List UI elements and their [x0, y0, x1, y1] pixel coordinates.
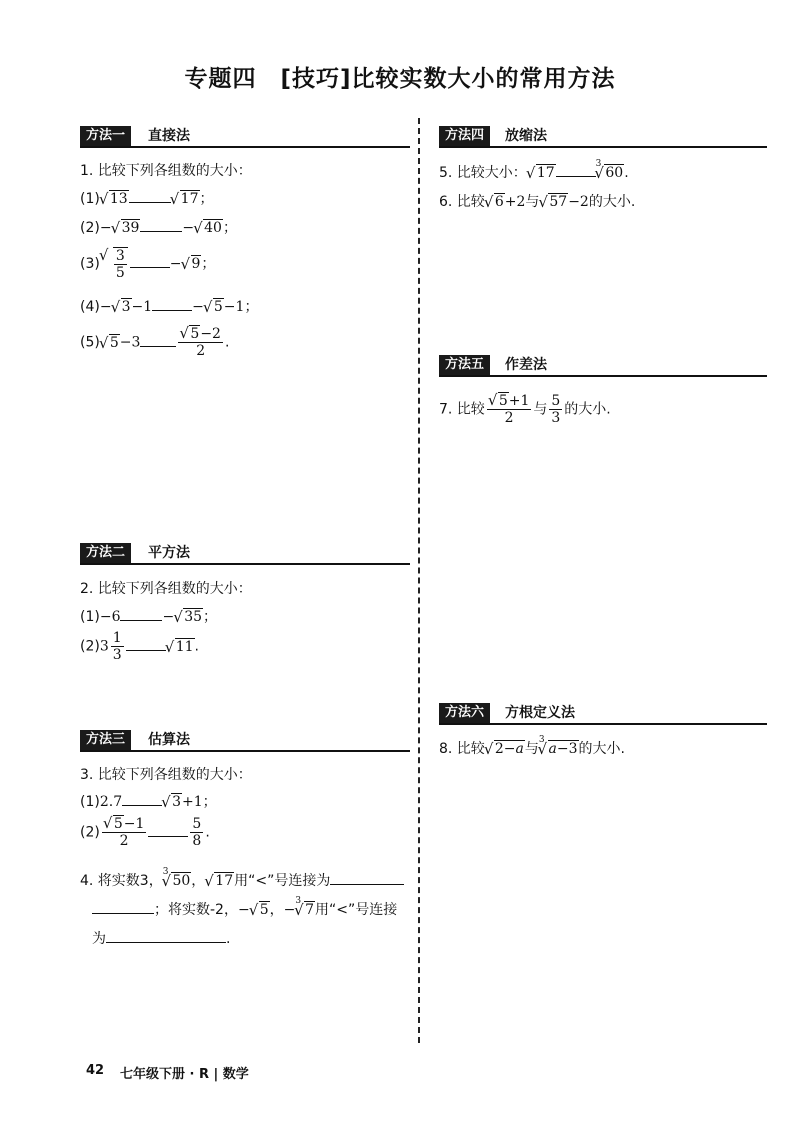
page-title: 专题四 [技巧]比较实数大小的常用方法 — [184, 66, 616, 92]
q7 — [439, 393, 611, 426]
part-label: (5) — [80, 334, 100, 351]
method-2-header — [80, 543, 410, 565]
answer-blank[interactable] — [120, 608, 162, 621]
answer-blank[interactable] — [556, 164, 596, 177]
method-title: 直接法 — [148, 128, 190, 144]
column-divider — [418, 118, 420, 1043]
method-title: 估算法 — [148, 732, 190, 748]
q7-text-a: 7. 比较 — [439, 401, 485, 418]
method-title: 作差法 — [505, 357, 547, 373]
answer-blank[interactable] — [140, 334, 176, 347]
part-label: (2) — [80, 824, 100, 841]
book-info: 七年级下册 · R | 数学 — [120, 1067, 249, 1082]
part-label: (2) — [80, 220, 100, 236]
part-label: (1) — [80, 794, 100, 810]
q2-stem: 2. 比较下列各组数的大小： — [80, 581, 252, 597]
answer-blank[interactable] — [126, 638, 166, 651]
method-badge: 方法四 — [439, 126, 490, 146]
sqrt-40: √ 40 — [194, 220, 223, 236]
sqrt-35: √ 35 — [174, 609, 203, 625]
q1-stem: 1. 比较下列各组数的大小： — [80, 163, 252, 179]
sqrt-9: √ 9 — [182, 256, 202, 272]
q7-text-c: 的大小. — [564, 401, 611, 418]
method-title: 放缩法 — [505, 128, 547, 144]
fraction-5-8: $\frac{5}{8}$ — [192, 816, 202, 849]
sqrt-11: √ 11 — [166, 639, 195, 655]
q8-text-b: 与 — [524, 741, 539, 757]
q4-line-1: 4. 将实数3，$^3$√ 50，√ 17用“<”号连接为 — [80, 870, 404, 890]
part-label: (1) — [80, 191, 100, 207]
section-rule — [439, 146, 767, 148]
q1-part-5: (5)√ 5−3 √ $\frac{5-2}{2}$ . — [80, 326, 229, 359]
q4-text-e: 为 — [92, 931, 106, 947]
q7-text-b: 与 — [533, 401, 548, 418]
q3-stem: 3. 比较下列各组数的大小： — [80, 767, 252, 783]
q8-text-c: 的大小. — [578, 741, 625, 757]
sqrt-5: √ 5 — [100, 335, 120, 351]
q6: 6. 比较√ 6+2与√ 57−2的大小. — [439, 191, 635, 211]
fraction-5-3: $\frac{5}{3}$ — [551, 393, 561, 426]
answer-blank[interactable] — [106, 930, 226, 943]
sqrt-13: √ 13 — [100, 191, 129, 207]
sqrt-39: √ 39 — [112, 220, 141, 236]
q4-line-2: ；将实数-2，−√ 5，−$^3$√ 7用“<”号连接 — [92, 899, 397, 919]
sqrt-3-over-5: √ $\frac{3}{5}$ — [100, 247, 130, 281]
q8-text-a: 8. 比较 — [439, 741, 485, 757]
section-rule — [439, 723, 767, 725]
method-3-header — [80, 730, 410, 752]
sqrt-2-minus-a: √ 2−a — [485, 741, 525, 757]
method-badge: 方法一 — [80, 126, 131, 146]
method-badge: 方法六 — [439, 703, 490, 723]
answer-blank[interactable] — [152, 298, 192, 311]
method-6-header — [439, 703, 767, 725]
sqrt-17: √ 17 — [205, 873, 234, 889]
method-badge: 方法五 — [439, 355, 490, 375]
q6-text-a: 6. 比较 — [439, 194, 485, 210]
section-rule — [80, 750, 410, 752]
q4-text-d: 用“<”号连接 — [315, 902, 398, 918]
answer-blank[interactable] — [130, 255, 170, 268]
section-rule — [80, 146, 410, 148]
q2-part-2: (2)3 $\frac{1}{3}$ √ 11. — [80, 630, 199, 663]
sqrt-57: √ 57 — [539, 194, 568, 210]
method-5-header — [439, 355, 767, 377]
sqrt-17: √ 17 — [171, 191, 200, 207]
fraction-1-3: $\frac{1}{3}$ — [112, 630, 122, 663]
method-badge: 方法三 — [80, 730, 131, 750]
fraction-sqrt5-minus-1-over-2: √ $\frac{5-1}{2}$ — [102, 816, 147, 849]
answer-blank[interactable] — [129, 190, 171, 203]
q4-text-a: 4. 将实数3， — [80, 873, 163, 889]
part-label: (2) — [80, 638, 100, 655]
sqrt-3: √ 3 — [162, 794, 182, 810]
q1-part-1: (1)√ 13√ 17； — [80, 188, 214, 208]
section-rule — [439, 375, 767, 377]
part-label: (3) — [80, 256, 100, 272]
method-4-header — [439, 126, 767, 148]
q1-part-2: (2)−√ 39 −√ 40； — [80, 217, 237, 237]
part-label: (4) — [80, 299, 100, 315]
answer-blank[interactable] — [148, 824, 188, 837]
part-label: (1) — [80, 609, 100, 625]
q2-part-1: (1)−6 −√ 35； — [80, 606, 217, 626]
q1-part-4: (4)−√ 3−1 −√ 5−1； — [80, 296, 258, 316]
sqrt-17: √ 17 — [527, 165, 556, 181]
method-title: 方根定义法 — [505, 705, 575, 721]
q4-line-3: 为 . — [92, 931, 231, 947]
sqrt-5: √ 5 — [204, 299, 224, 315]
q3-part-2: (2) √ $\frac{5-1}{2}$ $\frac{5}{8}$ . — [80, 816, 210, 849]
q3-part-1: (1)2.7√ 3+1； — [80, 791, 217, 811]
q6-text-b: 与 — [525, 194, 540, 210]
section-rule — [80, 563, 410, 565]
q4-text-b: 用“<”号连接为 — [234, 873, 331, 889]
q6-text-c: 的大小. — [588, 194, 636, 210]
page-number: 42 — [86, 1063, 105, 1078]
method-title: 平方法 — [148, 545, 190, 561]
answer-blank[interactable] — [122, 793, 162, 806]
sqrt-3: √ 3 — [112, 299, 132, 315]
answer-blank[interactable] — [92, 901, 154, 914]
method-1-header — [80, 126, 410, 148]
q8: 8. 比较√ 2−a与$^3$√ a−3的大小. — [439, 738, 625, 758]
q5: 5. 比较大小：√ $17^3√$ 60. — [439, 162, 629, 182]
q5-text: 5. 比较大小： — [439, 165, 527, 181]
answer-blank[interactable] — [140, 219, 182, 232]
sqrt-5: √ 5 — [250, 902, 270, 918]
q1-part-3: (3) √ $\frac{3}{5}$ −√ 9； — [80, 247, 215, 281]
fraction-sqrt5-plus-1-over-2: √ $\frac{5+1}{2}$ — [487, 393, 532, 426]
method-badge: 方法二 — [80, 543, 131, 563]
fraction-sqrt5-minus-2-over-2: √ $\frac{5-2}{2}$ — [178, 326, 223, 359]
q4-text-c: ；将实数-2， — [154, 902, 238, 918]
answer-blank[interactable] — [330, 872, 404, 885]
sqrt-6: √ 6 — [485, 194, 505, 210]
